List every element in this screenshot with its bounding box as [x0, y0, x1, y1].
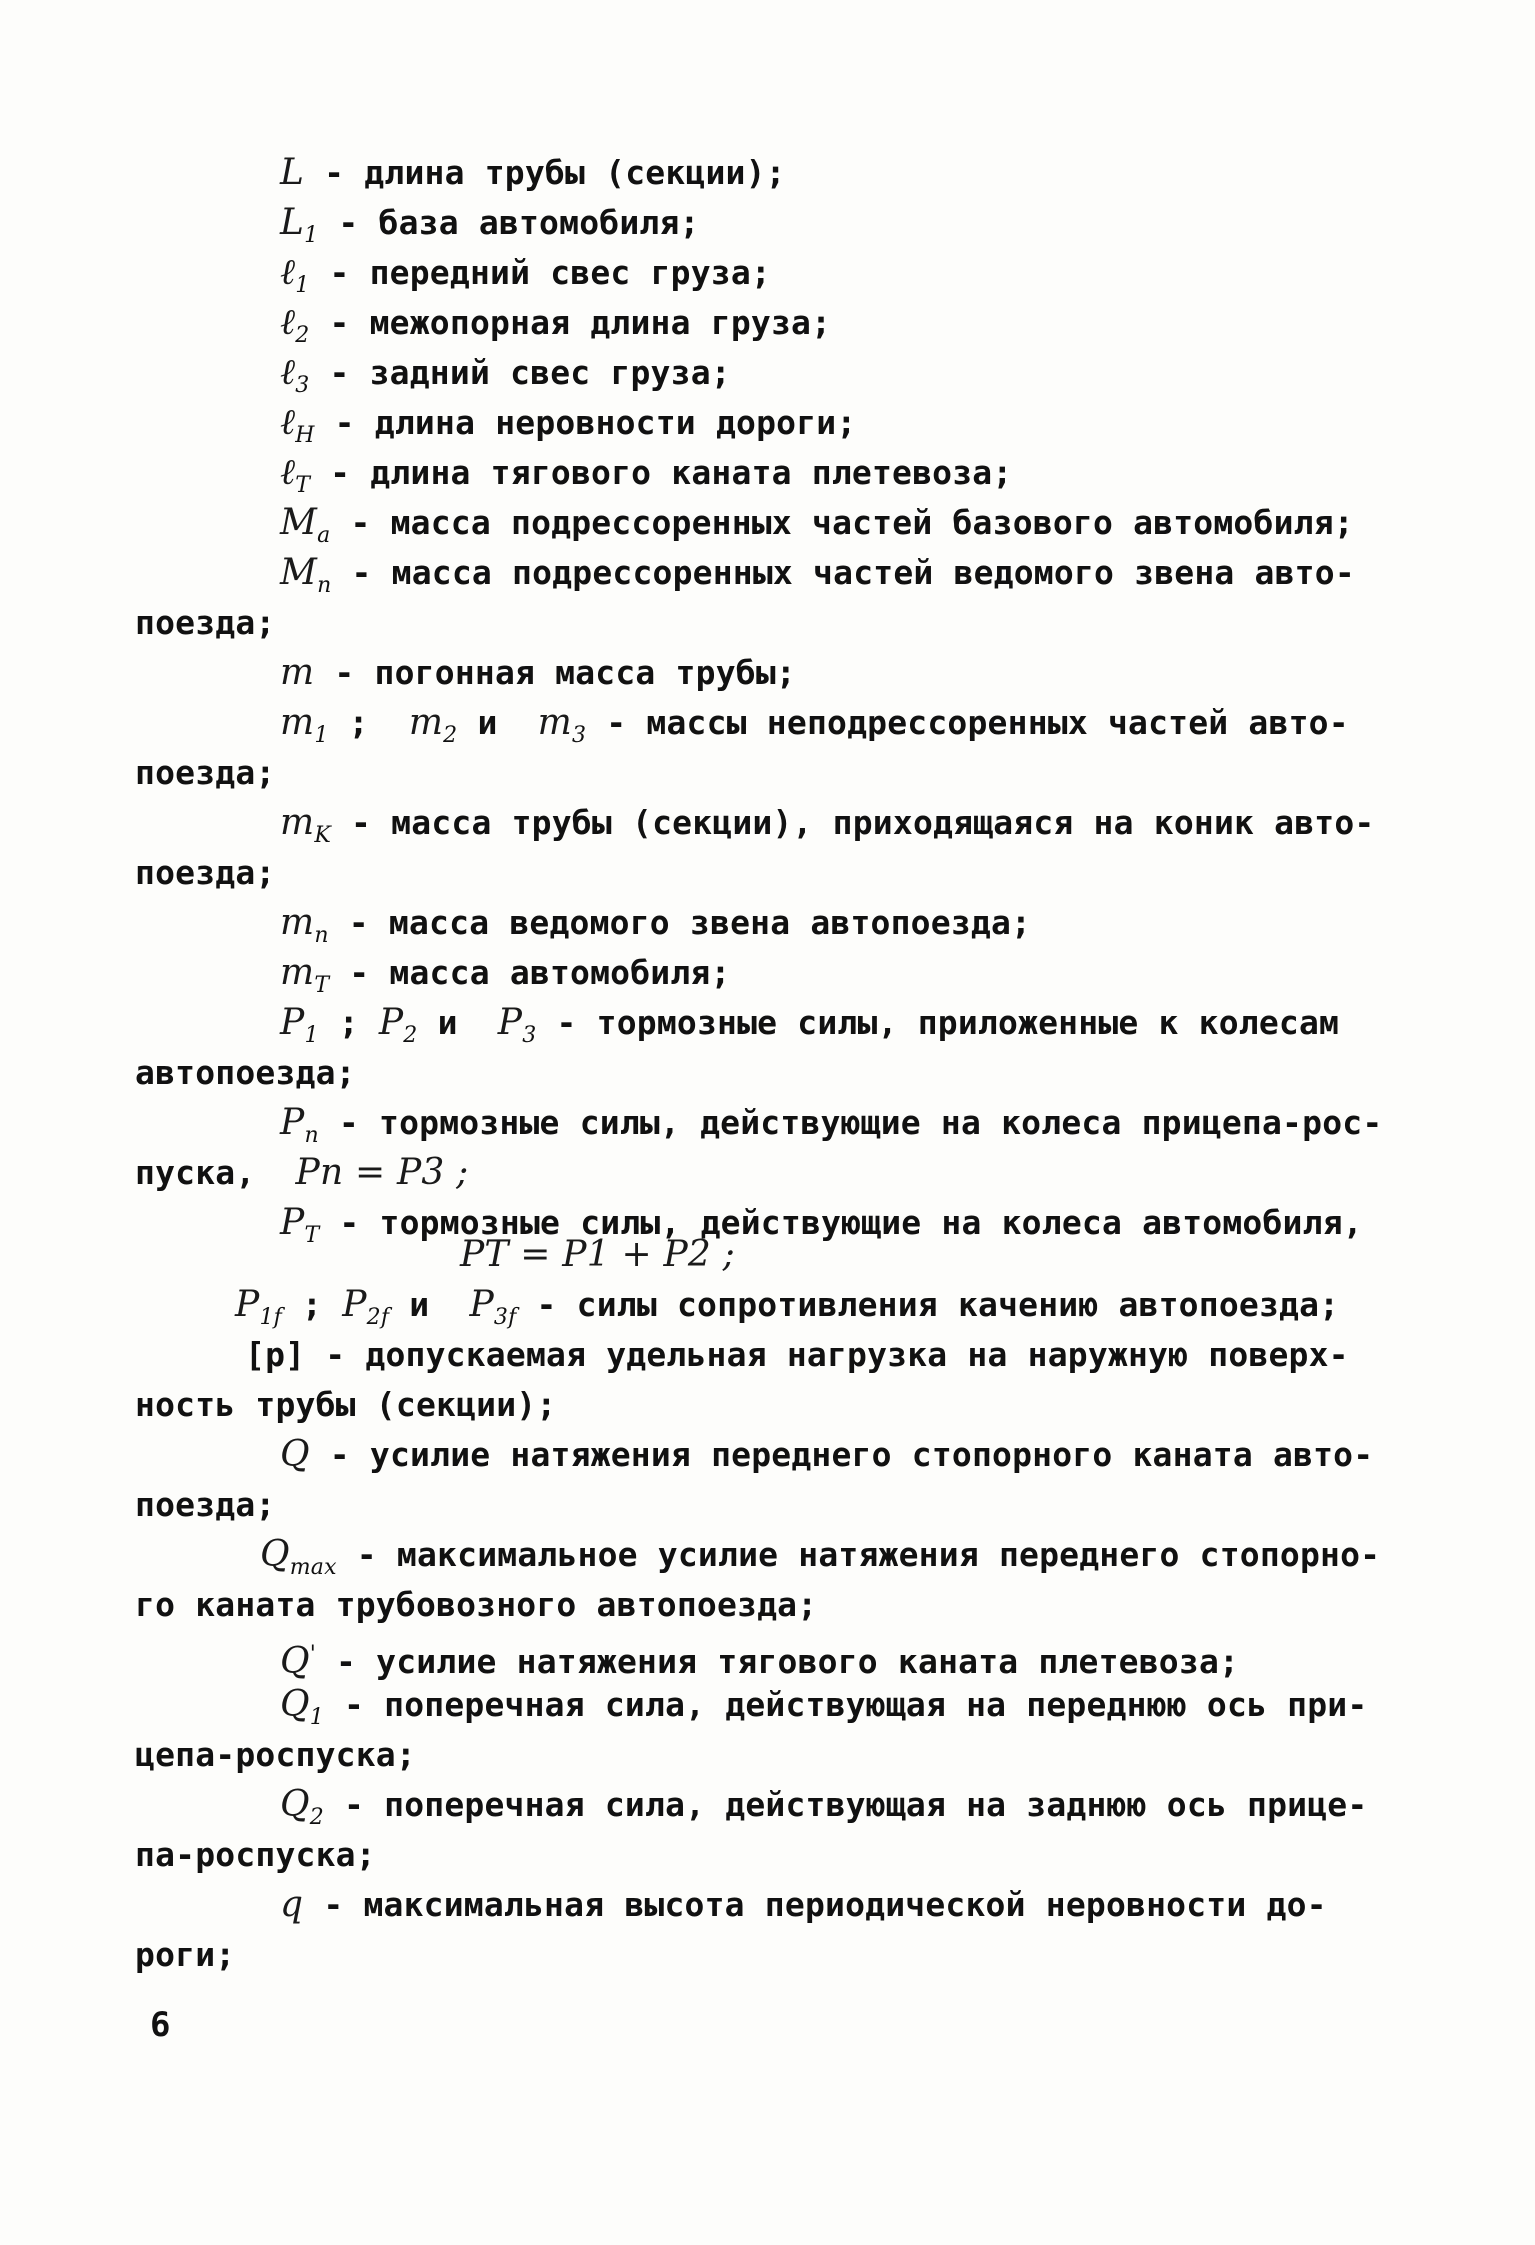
definition: - задний свес груза; [309, 353, 731, 392]
definition-continuation: поезда; [135, 603, 276, 642]
notation-entry [135, 1430, 1385, 1480]
notation-entry [135, 1780, 1385, 1830]
definition-continuation: цепа-роспуска; [135, 1735, 416, 1774]
symbol: m [537, 702, 572, 743]
symbol: [p] [245, 1335, 306, 1374]
notation-entry [135, 1098, 1385, 1148]
conjunction: и [389, 1285, 450, 1324]
symbol: m [280, 802, 315, 843]
symbol: Q [280, 1684, 310, 1725]
definition-continuation: автопоезда; [135, 1053, 356, 1092]
notation-entry [135, 1330, 1385, 1380]
definition: - длина тягового каната плетевоза; [310, 453, 1013, 492]
notation-entry [135, 548, 1385, 598]
subscript: K [314, 823, 331, 848]
definition: - масса подрессоренных частей базового автомобиля; [330, 503, 1354, 542]
notation-entry [135, 1280, 1385, 1330]
symbol: m [280, 652, 315, 693]
definition: - массы неподрессоренных частей авто- [586, 703, 1349, 742]
subscript: 3f [493, 1305, 517, 1330]
definition: - межопорная длина груза; [309, 303, 832, 342]
symbol: Q [260, 1534, 290, 1575]
subscript: 1 [304, 1023, 319, 1048]
subscript: 2 [295, 323, 310, 348]
notation-list [135, 148, 1385, 1980]
superscript: ' [309, 1642, 316, 1667]
subscript: 3 [295, 373, 310, 398]
symbol: ℓ [280, 302, 296, 343]
symbol: P [469, 1284, 494, 1325]
continuation-line [135, 748, 1385, 798]
subscript: T [314, 973, 330, 998]
symbol: P [497, 1002, 523, 1043]
subscript: 3 [522, 1023, 537, 1048]
definition: - погонная масса трубы; [314, 653, 796, 692]
notation-entry [135, 1630, 1385, 1680]
definition: - длина трубы (секции); [304, 153, 786, 192]
subscript: 2 [309, 1805, 324, 1830]
subscript: 2 [443, 723, 458, 748]
definition-continuation: поезда; [135, 1485, 276, 1524]
subscript: a [317, 523, 331, 548]
definition: - передний свес груза; [309, 253, 771, 292]
symbol: L [280, 152, 305, 193]
definition-continuation: поезда; [135, 753, 276, 792]
subscript: п [304, 1123, 319, 1148]
notation-entry [135, 198, 1385, 248]
definition: - масса подрессоренных частей ведомого звена авто- [331, 553, 1355, 592]
separator: ; [318, 1003, 359, 1042]
definition-continuation: ность трубы (секции); [135, 1385, 557, 1424]
inline-formula: Pп = P3 ; [295, 1152, 469, 1193]
symbol: ℓ [280, 402, 296, 443]
symbol: m [280, 702, 315, 743]
continuation-line [135, 1048, 1385, 1098]
symbol: ℓ [280, 352, 296, 393]
symbol: P [235, 1284, 260, 1325]
definition: - масса ведомого звена автопоезда; [328, 903, 1032, 942]
notation-entry [135, 1530, 1385, 1580]
symbol: m [280, 902, 315, 943]
definition: - усилие натяжения переднего стопорного каната авто- [309, 1435, 1374, 1474]
definition: - тормозные силы, приложенные к колесам [536, 1003, 1340, 1042]
continuation-line [135, 1730, 1385, 1780]
symbol: q [280, 1884, 304, 1925]
continuation-line [135, 1380, 1385, 1430]
definition-continuation: пуска, [135, 1153, 256, 1192]
symbol: Q [280, 1784, 310, 1825]
subscript: H [295, 423, 315, 448]
notation-entry [135, 248, 1385, 298]
symbol: Q [280, 1434, 310, 1475]
continuation-line [135, 848, 1385, 898]
symbol: P [342, 1284, 367, 1325]
definition: - длина неровности дороги; [314, 403, 857, 442]
notation-entry [135, 148, 1385, 198]
continuation-line [135, 1480, 1385, 1530]
definition: - поперечная сила, действующая на переднюю ось при- [323, 1685, 1368, 1724]
definition: - тормозные силы, действующие на колеса автомобиля, [319, 1203, 1363, 1242]
definition-continuation: роги; [135, 1935, 236, 1974]
definition: - масса трубы (секции), приходящаяся на коник авто- [330, 803, 1375, 842]
formula-line [135, 1234, 1385, 1280]
notation-entry [135, 498, 1385, 548]
definition: - масса автомобиля; [329, 953, 731, 992]
definition-continuation: па-роспуска; [135, 1835, 376, 1874]
continuation-line [135, 1830, 1385, 1880]
formula: PT = P1 + P2 ; [460, 1234, 735, 1275]
continuation-line [135, 1148, 1385, 1198]
notation-entry [135, 998, 1385, 1048]
definition: - база автомобиля; [318, 203, 700, 242]
subscript: 1 [304, 223, 319, 248]
notation-entry [135, 648, 1385, 698]
symbol: M [280, 502, 318, 543]
notation-entry [135, 698, 1385, 748]
symbol: P [378, 1002, 404, 1043]
subscript: max [289, 1555, 337, 1580]
definition: - усилие натяжения тягового каната плетевоза; [315, 1642, 1240, 1681]
separator: ; [328, 703, 369, 742]
symbol: ℓ [280, 252, 296, 293]
definition: - допускаемая удельная нагрузка на наружную поверх- [305, 1335, 1349, 1374]
subscript: 1 [295, 273, 310, 298]
page-number: 6 [150, 2005, 171, 2045]
subscript: 1 [314, 723, 329, 748]
continuation-line [135, 1930, 1385, 1980]
notation-entry [135, 348, 1385, 398]
notation-entry [135, 398, 1385, 448]
separator: ; [281, 1285, 323, 1324]
definition: - силы сопротивления качению автопоезда; [516, 1285, 1340, 1324]
symbol: M [280, 552, 318, 593]
definition: - поперечная сила, действующая на заднюю ось прице- [323, 1785, 1368, 1824]
conjunction: и [457, 703, 518, 742]
subscript: 2 [403, 1023, 418, 1048]
notation-entry [135, 798, 1385, 848]
symbol: P [280, 1102, 305, 1143]
notation-entry [135, 1880, 1385, 1930]
symbol: m [408, 702, 444, 743]
definition-continuation: го каната трубовозного автопоезда; [135, 1585, 818, 1624]
symbol: P [280, 1202, 305, 1243]
subscript: T [295, 473, 311, 498]
subscript: 1f [259, 1305, 282, 1330]
symbol: P [280, 1002, 305, 1043]
subscript: T [304, 1223, 320, 1248]
notation-entry [135, 948, 1385, 998]
subscript: 2f [366, 1305, 390, 1330]
definition: - максимальная высота периодической неровности до- [303, 1885, 1327, 1924]
subscript: 1 [309, 1705, 324, 1730]
symbol: L [280, 202, 305, 243]
subscript: п [317, 573, 332, 598]
notation-entry [135, 1680, 1385, 1730]
definition: - тормозные силы, действующие на колеса прицепа-рос- [318, 1103, 1383, 1142]
notation-entry [135, 298, 1385, 348]
subscript: 3 [572, 723, 587, 748]
definition-continuation: поезда; [135, 853, 276, 892]
continuation-line [135, 598, 1385, 648]
symbol: Q [280, 1641, 310, 1682]
subscript: п [314, 923, 329, 948]
notation-entry [135, 898, 1385, 948]
notation-entry [135, 448, 1385, 498]
definition: - максимальное усилие натяжения переднего стопорно- [336, 1535, 1381, 1574]
continuation-line [135, 1580, 1385, 1630]
conjunction: и [417, 1003, 478, 1042]
symbol: m [280, 952, 315, 993]
symbol: ℓ [280, 452, 296, 493]
